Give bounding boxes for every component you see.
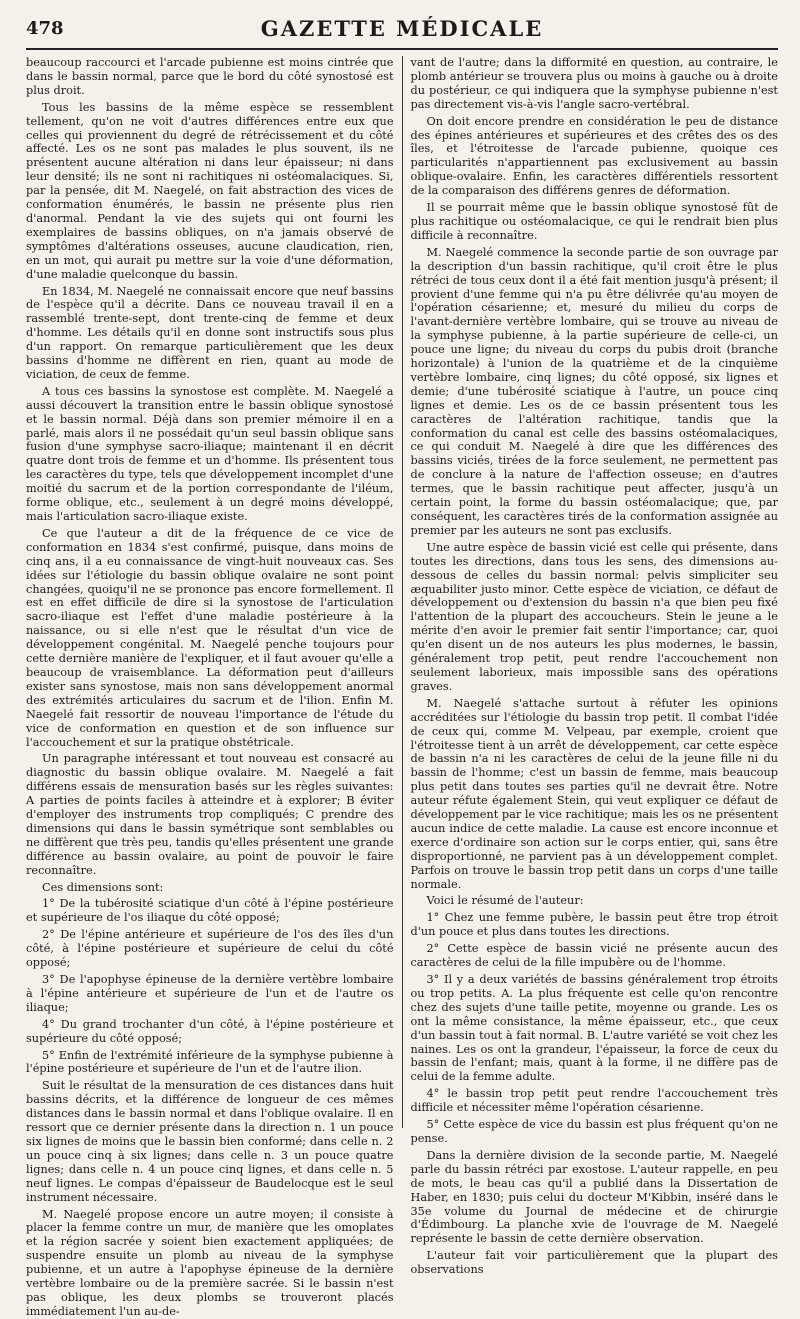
paragraph: Suit le résultat de la mensuration de ces distances dans huit bassins décrits, et la différence de longueur de ces mêmes distances dans le bassin normal et dans l'oblique ovalaire. Il en ressort que ce dernier présente dans la direction n. 1 un pouce six lignes de moins que le bassin bien conformé; dans celle n. 2 un pouce cinq à six lignes; dans celle n. 3 un pouce quatre lignes; dans celle n. 4 un pouce cinq lignes, et dans celle n. 5 neuf lignes. Le compas d'épaisseur de Baudelocque est le seul instrument nécessaire. (26, 1079, 394, 1204)
article-columns (26, 56, 778, 1318)
paragraph: 1° Chez une femme pubère, le bassin peut être trop étroit d'un pouce et plus dans toutes les directions. (410, 911, 778, 939)
left-column (26, 56, 394, 1318)
paragraph: 1° De la tubérosité sciatique d'un côté à l'épine postérieure et supérieure de l'os iliaque du côté opposé; (26, 897, 394, 925)
paragraph: Tous les bassins de la même espèce se ressemblent tellement, qu'on ne voit d'autres différences entre eux que celles qui proviennent du degré de rétrécissement et du côté affecté. Les os ne sont pas malades le plus souvent, ils ne présentent aucune altération ni dans leur épaisseur; ni dans leur densité; ils ne sont ni rachitiques ni ostéomalaciques. Si, par la pensée, dit M. Naegelé, on fait abstraction des vices de conformation énumérés, le bassin ne présente plus rien d'anormal. Pendant la vie des sujets qui ont fourni les exemplaires de bassins obliques, on n'a jamais observé de symptômes d'altérations osseuses, aucune claudication, rien, en un mot, qui aurait pu mettre sur la voie d'une déformation, d'une maladie quelconque du bassin. (26, 100, 394, 281)
paragraph: 5° Enfin de l'extrémité inférieure de la symphyse pubienne à l'épine postérieure et supérieure de l'un et de l'autre ilion. (26, 1048, 394, 1076)
paragraph: Il se pourrait même que le bassin oblique synostosé fût de plus rachitique ou ostéomalacique, ce qui le rendrait bien plus difficile à reconnaître. (410, 201, 778, 242)
paragraph: vant de l'autre; dans la difformité en question, au contraire, le plomb antérieur se trouvera plus ou moins à gauche ou à droite du postérieur, ce qui indiquera que la symphyse pubienne n'est pas directement vis-à-vis l'angle sacro-vertébral. (410, 56, 778, 111)
paragraph: On doit encore prendre en considération le peu de distance des épines antérieures et supérieures et des crêtes des os des îles, et l'étroitesse de l'arcade pubienne, quoique ces particularités n'appartiennent pas exclusivement au bassin oblique-ovalaire. Enfin, les caractères différentiels ressortent de la comparaison des différens genres de déformation. (410, 114, 778, 198)
column-divider (402, 56, 403, 1128)
paragraph: beaucoup raccourci et l'arcade pubienne est moins cintrée que dans le bassin normal, parce que le bord du côté synostosé est plus droit. (26, 56, 394, 97)
paragraph: 5° Cette espèce de vice du bassin est plus fréquent qu'on ne pense. (410, 1118, 778, 1145)
paragraph: Ce que l'auteur a dit de la fréquence de ce vice de conformation en 1834 s'est confirmé, puisque, dans moins de cinq ans, il a eu connaissance de vingt-huit nouveaux cas. Ses idées sur l'étiologie du bassin oblique ovalaire ne sont point changées, quoiqu'il ne se prononce pas encore formellement. Il est en effet difficile de dire si la synostose de l'articulation sacro-iliaque est l'effet d'une maladie postérieure à la naissance, ou si elle n'est que le résultat d'un vice de développement congénital. M. Naegelé penche toujours pour cette dernière manière de l'expliquer, et il faut avouer qu'elle a beaucoup de vraisemblance. La déformation peut d'ailleurs exister sans synostose, mais non sans développement anormal des extrémités articulaires du sacrum et de l'ilion. Enfin M. Naegelé fait ressortir de nouveau l'importance de l'étude du vice de conformation en question et de son influence sur l'accouchement et sur la pratique obstétricale. (26, 526, 394, 749)
paragraph: 2° De l'épine antérieure et supérieure de l'os des îles d'un côté, à l'épine postérieure et supérieure de celui du côté opposé; (26, 928, 394, 970)
paragraph: Un paragraphe intéressant et tout nouveau est consacré au diagnostic du bassin oblique ovalaire. M. Naegelé a fait différens essais de mensuration basés sur les règles suivantes: A parties de points faciles à atteindre et à explorer; B éviter d'employer des instruments trop compliqués; C prendre des dimensions qui dans le bassin symétrique sont semblables ou ne diffèrent que très peu, tandis qu'elles présentent une grande différence au bassin ovalaire, au point de pouvoir le faire reconnaître. (26, 752, 394, 877)
paragraph: 4° Du grand trochanter d'un côté, à l'épine postérieure et supérieure du côté opposé; (26, 1017, 394, 1045)
paragraph: 3° De l'apophyse épineuse de la dernière vertèbre lombaire à l'épine antérieure et supérieure de l'un et de l'autre os iliaque; (26, 973, 394, 1014)
paragraph: M. Naegelé propose encore un autre moyen; il consiste à placer la femme contre un mur, de manière que les omoplates et la région sacrée y soient bien exactement appliquées; de suspendre ensuite un plomb au niveau de la symphyse pubienne, et un autre à l'apophyse épineuse de la dernière vertèbre lombaire ou de la première sacrée. Si le bassin n'est pas oblique, les deux plombs se trouveront placés immédiatement l'un au-de- (26, 1207, 394, 1318)
page-number: 478 (26, 18, 64, 39)
paragraph: A tous ces bassins la synostose est complète. M. Naegelé a aussi découvert la transition entre le bassin oblique synostosé et le bassin normal. Déjà dans son premier mémoire il en a parlé, mais alors il ne possédait qu'un seul bassin oblique sans fusion d'une symphyse sacro-iliaque; maintenant il en décrit quatre dont trois de femme et un d'homme. Ils présentent tous les caractères du type, tels que développement incomplet d'une moitié du sacrum et de la portion correspondante de l'iléum, forme oblique, etc., seulement à un degré moins développé, mais l'articulation sacro-iliaque existe. (26, 384, 394, 523)
paragraph: M. Naegelé commence la seconde partie de son ouvrage par la description d'un bassin rachitique, qu'il croit être le plus rétréci de tous ceux dont il a été fait mention jusqu'à présent; il provient d'une femme qui n'a pu être délivrée qu'au moyen de l'opération césarienne; et, mesuré du milieu du corps de l'avant-dernière vertèbre lombaire, qui se trouve au niveau de la symphyse pubienne, à la partie supérieure de celle-ci, un pouce une ligne; du niveau du corps du pubis droit (branche horizontale) à l'union de la quatrième et de la cinquième vertèbre lombaire, cinq lignes; du côté opposé, six lignes et demie; d'une tubérosité sciatique à l'autre, un pouce cinq lignes et demie. Les os de ce bassin présentent tous les caractères de l'altération rachitique, tandis que la conformation du canal est celle des bassins ostéomalaciques, ce qui conduit M. Naegelé à dire que les différences des bassins viciés, tirées de la force seulement, ne permettent pas de conclure à la nature de l'affection osseuse; en d'autres termes, que le bassin rachitique peut affecter, jusqu'à un certain point, la forme du bassin ostéomalacique; que, par conséquent, les caractères tirés de la conformation assignée au premier par les auteurs ne sont pas exclusifs. (410, 245, 778, 537)
paragraph: 4° le bassin trop petit peut rendre l'accouchement très difficile et nécessiter même l'opération césarienne. (410, 1087, 778, 1115)
paragraph: M. Naegelé s'attache surtout à réfuter les opinions accréditées sur l'étiologie du bassin trop petit. Il combat l'idée de ceux qui, comme M. Velpeau, par exemple, croient que l'étroitesse tient à un arrêt de développement, car cette espèce de bassin n'a ni les caractères de celui de la jeune fille ni du bassin de l'homme; c'est un bassin de femme, mais beaucoup plus petit dans toutes ses parties qu'il ne devrait être. Notre auteur réfute également Stein, qui veut expliquer ce défaut de développement par le vice rachitique; mais les os ne présentent aucun indice de cette maladie. La cause est encore inconnue et exerce d'ordinaire son action sur le corps entier, qui, sans être disproportionné, ne parvient pas à un développement complet. Parfois on trouve le bassin trop petit dans un corps d'une taille normale. (410, 696, 778, 891)
right-column (410, 56, 778, 1277)
paragraph: Voici le résumé de l'auteur: (426, 894, 584, 908)
page-header (26, 14, 778, 50)
paragraph: Ces dimensions sont: (42, 880, 164, 894)
paragraph: Dans la dernière division de la seconde partie, M. Naegelé parle du bassin rétréci par exostose. L'auteur rappelle, en peu de mots, le beau cas qu'il a publié dans la Dissertation de Haber, en 1830; puis celui du docteur M'Kibbin, inséré dans le 35e volume du Journal de médecine et de chirurgie d'Édimbourg. La planche xvie de l'ouvrage de M. Naegelé représente le bassin de cette dernière observation. (410, 1148, 778, 1246)
paragraph: L'auteur fait voir particulièrement que la plupart des observations (410, 1249, 778, 1277)
paragraph: 2° Cette espèce de bassin vicié ne présente aucun des caractères de celui de la fille impubère ou de l'homme. (410, 942, 778, 970)
paragraph: Une autre espèce de bassin vicié est celle qui présente, dans toutes les directions, dans tous les sens, des dimensions au-dessous de celles du bassin normal: pelvis simpliciter seu æquabiliter justo minor. Cette espèce de viciation, ce défaut de développement ou d'extension du bassin n'a que bien peu fixé l'attention de la plupart des accoucheurs. Stein le jeune a le mérite d'en avoir le premier fait sentir l'importance; car, quoi qu'en disent un de nos auteurs les plus modernes, le bassin, généralement trop petit, peut rendre l'accouchement non seulement laborieux, mais impossible sans des opérations graves. (410, 540, 778, 693)
paragraph: 3° Il y a deux variétés de bassins généralement trop étroits ou trop petits. A. La plus fréquente est celle qu'on rencontre chez des sujets d'une taille petite, moyenne ou grande. Les os ont la même consistance, la même épaisseur, etc., que ceux d'un bassin tout à fait normal. B. L'autre variété se voit chez les naines. Les os ont la grandeur, l'épaisseur, la force de ceux du bassin de l'enfant; mais, quant à la forme, il ne diffère pas de celui de la femme adulte. (410, 973, 778, 1084)
journal-title: GAZETTE MÉDICALE (260, 16, 544, 41)
paragraph: En 1834, M. Naegelé ne connaissait encore que neuf bassins de l'espèce qu'il a décrite. Dans ce nouveau travail il en a rassemblé trente-sept, dont trente-cinq de femme et deux d'homme. Les détails qu'il en donne sont instructifs sous plus d'un rapport. On remarque particulièrement que les deux bassins d'homme ne diffèrent en rien, quant au mode de viciation, de ceux de femme. (26, 284, 394, 381)
